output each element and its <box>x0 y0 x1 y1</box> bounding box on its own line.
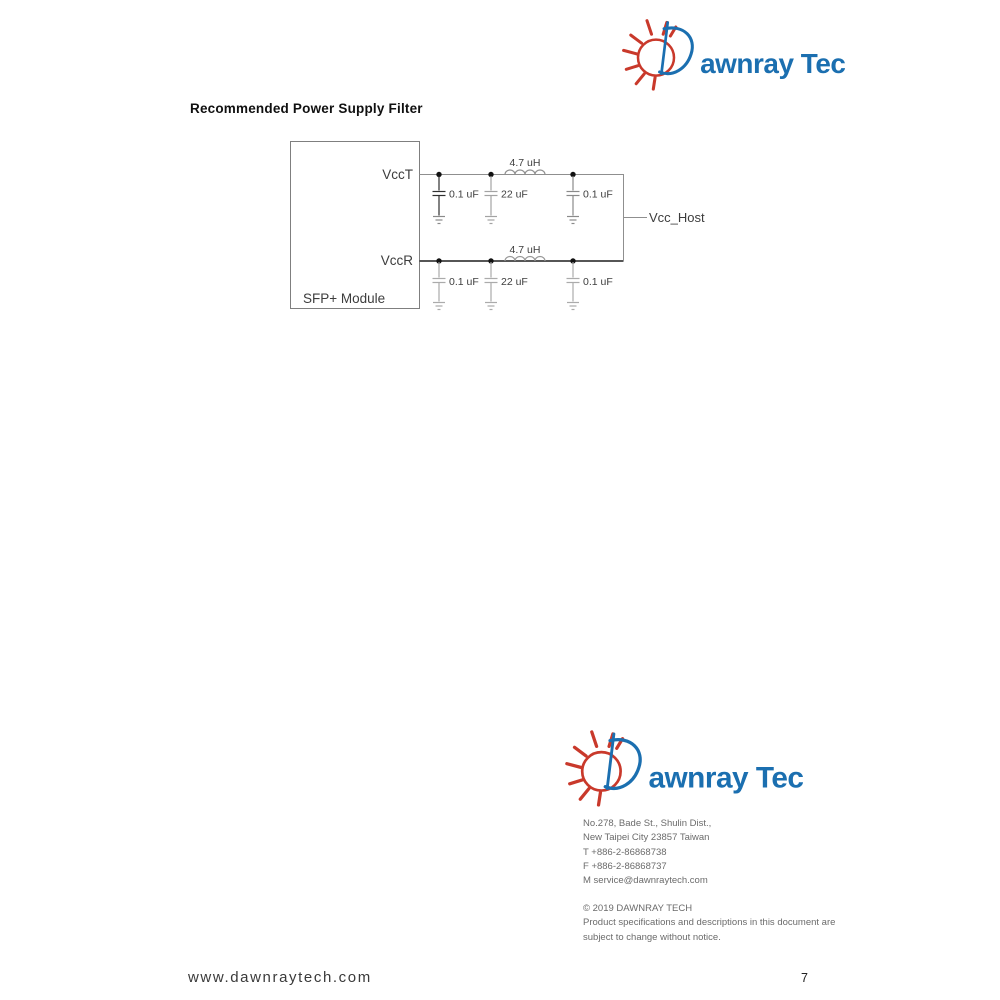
address-line: New Taipei City 23857 Taiwan <box>583 832 710 844</box>
capacitor-symbol <box>433 176 446 224</box>
address-line: No.278, Bade St., Shulin Dist., <box>583 818 712 829</box>
rail-vcct <box>420 157 624 224</box>
header-logo <box>620 16 845 92</box>
footer-website: www.dawnraytech.com <box>188 969 372 986</box>
module-label: SFP+ Module <box>303 291 386 306</box>
ground-icon <box>485 217 497 224</box>
legal-line: subject to change without notice. <box>583 931 721 943</box>
capacitor-symbol <box>485 176 498 224</box>
cap-value: 0.1 uF <box>449 276 479 288</box>
capacitor-symbol <box>567 176 580 224</box>
ground-icon <box>485 303 497 310</box>
ground-icon <box>433 217 445 224</box>
legal-block <box>583 902 835 945</box>
port-label-vcct: VccT <box>382 167 413 182</box>
legal-line: Product specifications and descriptions in this document are <box>583 917 836 929</box>
fax-line: F +886-2-86868737 <box>583 860 667 872</box>
circuit-diagram <box>285 136 715 316</box>
port-label-vccr: VccR <box>380 253 413 268</box>
vcc-host-label: Vcc_Host <box>649 210 705 225</box>
contact-block <box>583 817 711 888</box>
host-connection <box>624 174 706 262</box>
cap-value: 22 uF <box>501 276 528 288</box>
phone-line: T +886-2-86868738 <box>583 846 667 858</box>
footer-logo <box>563 727 803 808</box>
capacitor-symbol <box>433 262 446 310</box>
inductor-bottom-value: 4.7 uH <box>509 244 541 256</box>
inductor-top-icon <box>505 170 545 175</box>
copyright-line: © 2019 DAWNRAY TECH <box>583 903 693 914</box>
cap-value: 0.1 uF <box>583 276 613 288</box>
rail-vccr <box>420 244 624 310</box>
inductor-top-value: 4.7 uH <box>509 157 541 169</box>
ground-icon <box>567 303 579 310</box>
email-line: M service@dawnraytech.com <box>583 875 708 887</box>
page-title: Recommended Power Supply Filter <box>190 101 423 116</box>
page-number: 7 <box>801 971 808 985</box>
cap-value: 22 uF <box>501 188 528 201</box>
capacitor-symbol <box>485 262 498 310</box>
capacitor-symbol <box>567 262 580 310</box>
cap-value: 0.1 uF <box>449 188 479 201</box>
ground-icon <box>567 217 579 224</box>
cap-value: 0.1 uF <box>583 188 613 201</box>
ground-icon <box>433 303 445 310</box>
